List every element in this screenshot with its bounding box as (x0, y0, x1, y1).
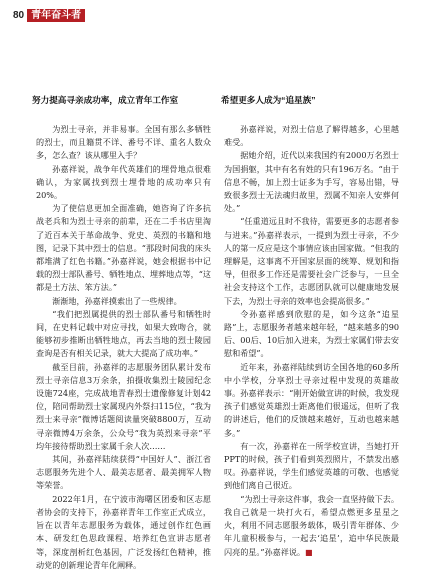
right-column (221, 94, 399, 559)
end-mark-icon: ■ (305, 547, 313, 557)
right-paragraph: 有一次，孙嘉祥在一所学校宣讲，当她打开PPT的时候，孩子们看到英烈照片，不禁发出感叹。孙嘉祥说，学生们感觉英雄的可敬、也感觉到他们离自己很近。 (224, 440, 399, 491)
left-paragraph: 截至目前，孙嘉祥的志愿服务团队累计发布烈士寻亲信息3万余条，拍摄收集烈士陵园纪念设施724座，完成战地青春烈士遗像修复计划42位，陪同帮助烈士家属现内外祭扫115位，“我为烈士来寻亲”微博话题阅读量突破8800万，互动寻亲微博4万余条，公众号“我为英烈来寻亲”平均年接待帮助烈士家属千余人次…… (36, 361, 211, 451)
left-paragraph: 孙嘉祥说，战争年代英雄们的埋骨地点很难确认，为家属找到烈士埋骨地的成功率只有20%。 (36, 163, 211, 201)
left-paragraph: 其间，孙嘉祥陆续获得“中国好人”、浙江省志愿服务先进个人、最美志愿者、最美拥军人物等荣誉。 (36, 454, 211, 491)
right-paragraph: 孙嘉祥说，对烈士信息了解得越多，心里越难受。 (224, 124, 399, 148)
page-number: 80 (13, 9, 25, 21)
left-paragraph: 为了使信息更加全面准确，她咨询了许多抗战老兵和为烈士寻亲的前辈，还在二手书店里淘了近百本关于革命战争、党史、英烈的书籍和地图，记录下其中烈士的信息。“那段时间我的床头都堆满了红色书籍。”孙嘉祥说，她会根据书中记载的烈士部队番号、牺牲地点、埋葬地点等，“这都是土方法、笨方法。” (36, 203, 211, 293)
section-title-badge: 青年奋斗者 (27, 9, 85, 22)
left-paragraph: 为烈士寻亲，并非易事。全国有那么多牺牲的烈士，而且籍贯不详、番号不详、重名人数众多，怎么查？该从哪里入手？ (36, 124, 211, 161)
left-paragraph: 2022年1月，在宁波市海曙区团委和区志愿者协会的支持下，孙嘉祥青年工作室正式成立，旨在以青年志愿服务为载体，通过创作红色画本、研发红色思政课程、培养红色宣讲志愿者等，深度剖析红色基因，广泛发扬红色精神，推动党的创新理论青年化阐释。 (36, 493, 211, 570)
right-paragraph-final (224, 493, 399, 559)
left-paragraph: “我们把烈属提供的烈士部队番号和牺牲时间，在史料记载中对应寻找，如果大致吻合，就能够初步推断出牺牲地点，再去当地的烈士陵园查询是否有相关记录，就大大提高了成功率。” (36, 308, 211, 359)
right-paragraph: “任重道远且时不我待，需要更多的志愿者参与进来。”孙嘉祥表示，一提到为烈士寻亲，不少人的第一反应是这个事情应该由国家做。“但我的理解是，这事离不开国家层面的统筹、规划和指导，但很多工作还是需要社会广泛参与，一旦全社会支持这个工作，志愿团队就可以健康地发展下去，为烈士寻亲的效率也会提高很多。” (224, 216, 399, 306)
right-paragraph: 近年来，孙嘉祥陆续到访全国各地的60多所中小学校，分享烈士寻亲过程中发现的英雄故事。孙嘉祥表示：“刚开始做宣讲的时候，我发现孩子们感觉英雄烈士距离他们很遥远，但听了我的讲述后，他们的反馈越来越好，互动也越来越多。” (224, 361, 399, 438)
right-subheading: 希望更多人成为“追星族” (221, 95, 316, 105)
right-paragraph: 令孙嘉祥感到欣慰的是，如今这条“追星路”上，志愿服务者越来越年轻，“越来越多的90后、00后、10后加入进来，为烈士家属们带去安慰和希望”。 (224, 308, 399, 359)
page-header (13, 8, 85, 22)
right-paragraph: 据她介绍，近代以来我国约有2000万名烈士为国捐躯，其中有名有姓的只有196万名。“由于信息不畅，加上烈士证多为手写，容易出错，导致很多烈士无法魂归故里，烈属不知亲人安葬何处。” (224, 150, 399, 214)
left-subheading: 努力提高寻亲成功率，成立青年工作室 (32, 95, 179, 105)
final-paragraph-text: “为烈士寻亲这件事，我会一直坚持做下去。我自己就是一块打火石，希望点燃更多星星之火，利用不同志愿服务载体，吸引青年群体、少年儿童积极参与，一起去‘追星’，追中华民族最闪亮的星。”孙嘉祥说。 (224, 493, 399, 557)
left-paragraph: 渐渐地，孙嘉祥摸索出了一些规律。 (52, 295, 182, 306)
left-column (32, 94, 211, 572)
